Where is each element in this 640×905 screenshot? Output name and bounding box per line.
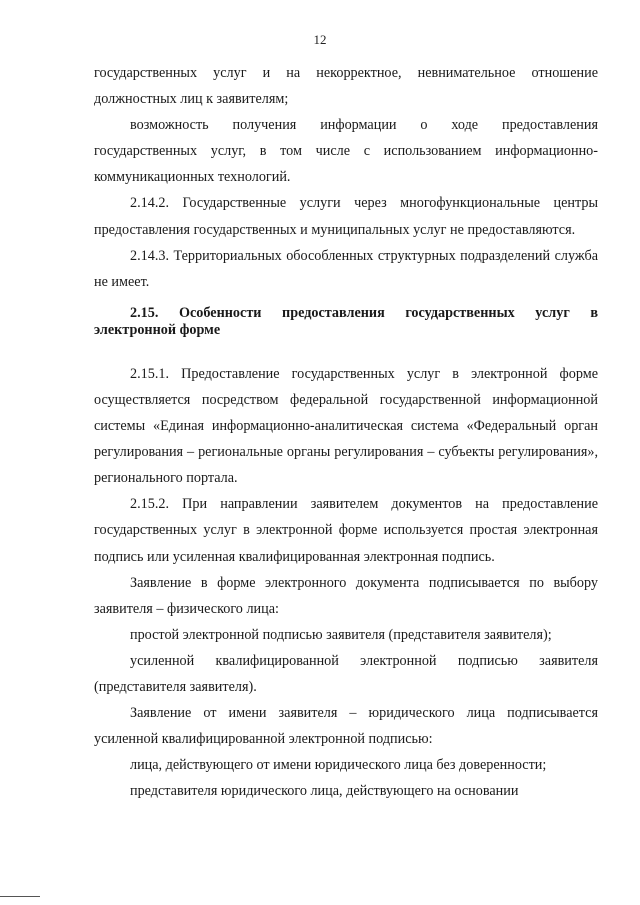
section-heading-2-15: 2.15. Особенности предоставления государственных услуг в электронной форме [94, 304, 598, 338]
paragraph-legal-entity-signature: Заявление от имени заявителя – юридического лица подписывается усиленной квалифицированной электронной подписью: [94, 705, 598, 748]
paragraph-individual-signature: Заявление в форме электронного документа подписывается по выбору заявителя – физического лица: [94, 574, 598, 617]
document-body [94, 60, 598, 804]
paragraph-2-15-1: 2.15.1. Предоставление государственных услуг в электронной форме осуществляется посредством федеральной государственной информационной системы «Единая информационно-аналитическая система «Федеральный орган регулирования – региональные органы регулирования – субъекты регулирования», регионального портала. [94, 365, 598, 487]
list-item-qualified-signature: усиленной квалифицированной электронной подписью заявителя (представителя заявителя). [94, 652, 598, 695]
list-item-simple-signature: простой электронной подписью заявителя (представителя заявителя); [130, 626, 552, 643]
paragraph-2-14-2: 2.14.2. Государственные услуги через многофункциональные центры предоставления государственных и муниципальных услуг не предоставляются. [94, 195, 598, 238]
page-number: 12 [313, 32, 327, 47]
paragraph-2-14-3: 2.14.3. Территориальных обособленных структурных подразделений служба не имеет. [94, 247, 598, 290]
paragraph-info-possibility: возможность получения информации о ходе предоставления государственных услуг, в том числе с использованием информационно-коммуникационных технологий. [94, 117, 598, 186]
list-item-without-power-of-attorney: лица, действующего от имени юридического лица без доверенности; [130, 757, 547, 774]
list-item-representative: представителя юридического лица, действующего на основании [130, 783, 519, 800]
paragraph-2-15-2: 2.15.2. При направлении заявителем документов на предоставление государственных услуг в электронной форме используется простая электронная подпись или усиленная квалифицированная электронная подпись. [94, 496, 598, 565]
page-edge-line [0, 896, 40, 897]
paragraph-applicants-attitude: государственных услуг и на некорректное, невнимательное отношение должностных лиц к заявителям; [94, 65, 598, 108]
